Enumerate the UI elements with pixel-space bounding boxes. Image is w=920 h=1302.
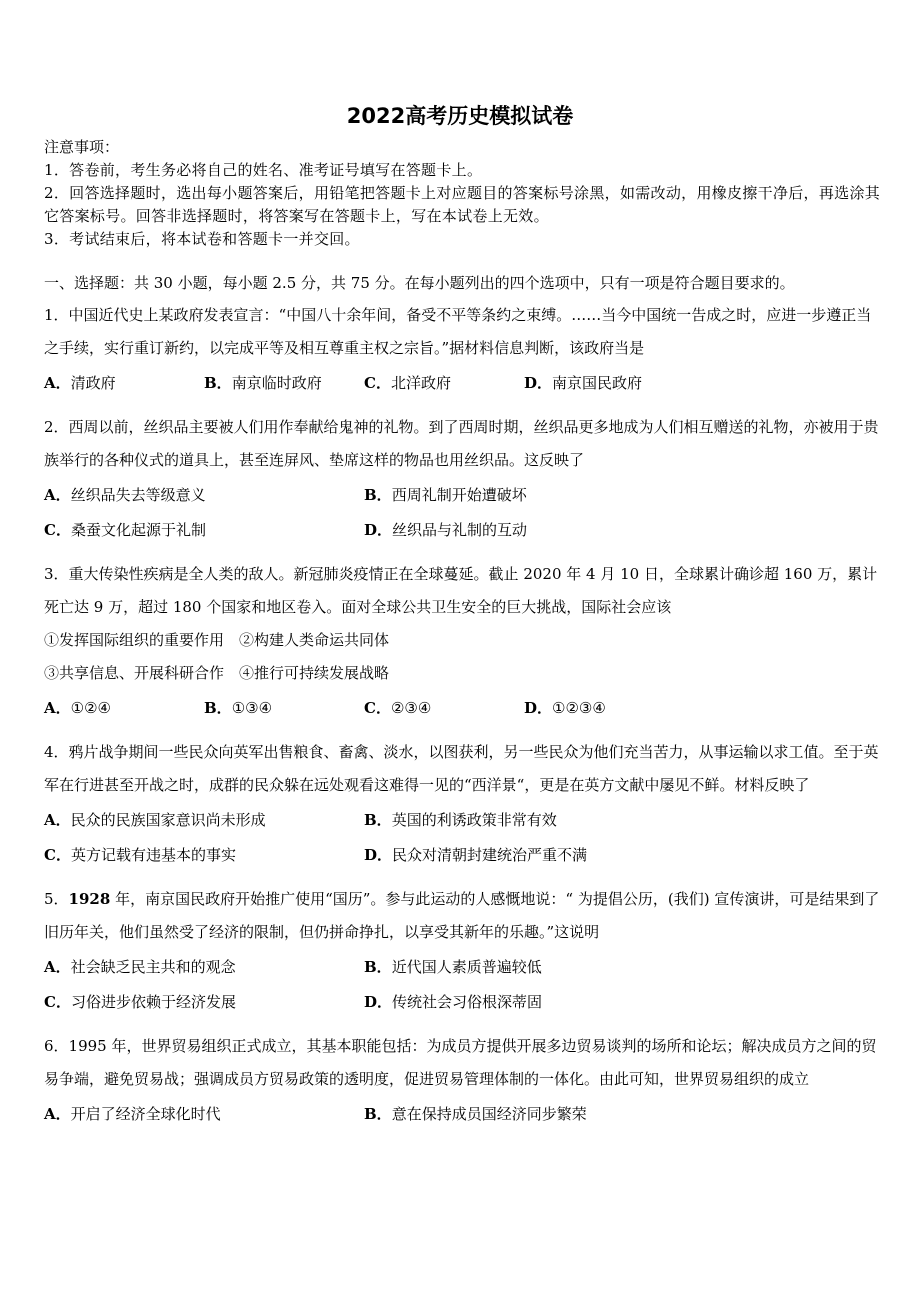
option-a[interactable]: A．社会缺乏民主共和的观念	[44, 958, 236, 976]
option-c[interactable]: C．②③④	[364, 699, 432, 717]
option-d[interactable]: D．民众对清朝封建统治严重不满	[364, 846, 588, 864]
option-a[interactable]: A．开启了经济全球化时代	[44, 1105, 221, 1123]
exam-content	[44, 136, 884, 1131]
options-row	[44, 367, 884, 400]
notice-item: 1．答卷前，考生务必将自己的姓名、准考证号填写在答题卡上。	[44, 161, 483, 179]
option-c[interactable]: C．桑蚕文化起源于礼制	[44, 521, 206, 539]
options-row	[44, 951, 884, 984]
options-row	[44, 986, 884, 1019]
options-row	[44, 804, 884, 837]
page-title: 2022高考历史模拟试卷	[346, 104, 574, 128]
option-d[interactable]: D．南京国民政府	[524, 374, 643, 392]
option-b[interactable]: B．英国的利诱政策非常有效	[364, 811, 557, 829]
notice-item: 3．考试结束后，将本试卷和答题卡一并交回。	[44, 230, 360, 248]
question-stem: 1．中国近代史上某政府发表宣言：“中国八十余年间，备受不平等条约之束缚。……当今中国统一告成之时，应进一步遵正当之手续，实行重订新约，以完成平等及相互尊重主权之宗旨。”据材料信息判断，该政府当是	[44, 306, 872, 357]
statement-line: ①发挥国际组织的重要作用 ②构建人类命运共同体	[44, 631, 390, 649]
notice-item: 2．回答选择题时，选出每小题答案后，用铅笔把答题卡上对应题目的答案标号涂黑，如需改动，用橡皮擦干净后，再选涂其它答案标号。回答非选择题时，将答案写在答题卡上，写在本试卷上无效。	[44, 184, 881, 225]
option-d[interactable]: D．传统社会习俗根深蒂固	[364, 993, 543, 1011]
options-row	[44, 1098, 884, 1131]
option-a[interactable]: A．①②④	[44, 699, 111, 717]
question-stem: 2．西周以前，丝织品主要被人们用作奉献给鬼神的礼物。到了西周时期，丝织品更多地成为人们相互赠送的礼物，亦被用于贵族举行的各种仪式的道具上，甚至连屏风、垫席这样的物品也用丝织品。这反映了	[44, 418, 879, 469]
section-heading: 一、选择题：共 30 小题，每小题 2.5 分，共 75 分。在每小题列出的四个选项中，只有一项是符合题目要求的。	[44, 274, 795, 292]
option-b[interactable]: B．南京临时政府	[204, 374, 322, 392]
options-row	[44, 839, 884, 872]
question-stem: 3．重大传染性疾病是全人类的敌人。新冠肺炎疫情正在全球蔓延。截止 2020 年 4 月 10 日，全球累计确诊超 160 万，累计死亡达 9 万，超过 180 个国家和地区卷入。面对全球公共卫生安全的巨大挑战，国际社会应该	[44, 565, 878, 616]
option-d[interactable]: D．①②③④	[524, 699, 606, 717]
option-c[interactable]: C．习俗进步依赖于经济发展	[44, 993, 236, 1011]
options-row	[44, 479, 884, 512]
question-stem: 4．鸦片战争期间一些民众向英军出售粮食、畜禽、淡水，以图获利，另一些民众为他们充当苦力，从事运输以求工值。至于英军在行进甚至开战之时，成群的民众躲在远处观看这难得一见的“西洋景“，更是在英方文献中屡见不鲜。材料反映了	[44, 743, 879, 794]
statement-line: ③共享信息、开展科研合作 ④推行可持续发展战略	[44, 664, 390, 682]
option-b[interactable]: B．西周礼制开始遭破坏	[364, 486, 527, 504]
option-c[interactable]: C．北洋政府	[364, 374, 451, 392]
option-a[interactable]: A．清政府	[44, 374, 116, 392]
question-stem: 5．1928 年，南京国民政府开始推广使用“国历”。参与此运动的人感慨地说：“ 为提倡公历，(我们) 宣传演讲，可是结果到了旧历年关，他们虽然受了经济的限制，但仍拼命挣扎，以享受其新年的乐趣。”这说明	[44, 890, 880, 941]
question-stem: 6．1995 年，世界贸易组织正式成立，其基本职能包括：为成员方提供开展多边贸易谈判的场所和论坛；解决成员方之间的贸易争端，避免贸易战；强调成员方贸易政策的透明度，促进贸易管理体制的一体化。由此可知，世界贸易组织的成立	[44, 1037, 877, 1088]
option-b[interactable]: B．意在保持成员国经济同步繁荣	[364, 1105, 587, 1123]
notice-heading: 注意事项：	[44, 138, 120, 156]
option-b[interactable]: B．①③④	[204, 699, 273, 717]
option-b[interactable]: B．近代国人素质普遍较低	[364, 958, 542, 976]
option-d[interactable]: D．丝织品与礼制的互动	[364, 521, 528, 539]
option-c[interactable]: C．英方记载有违基本的事实	[44, 846, 236, 864]
options-row	[44, 514, 884, 547]
option-a[interactable]: A．丝织品失去等级意义	[44, 486, 206, 504]
option-a[interactable]: A．民众的民族国家意识尚未形成	[44, 811, 266, 829]
options-row	[44, 692, 884, 725]
